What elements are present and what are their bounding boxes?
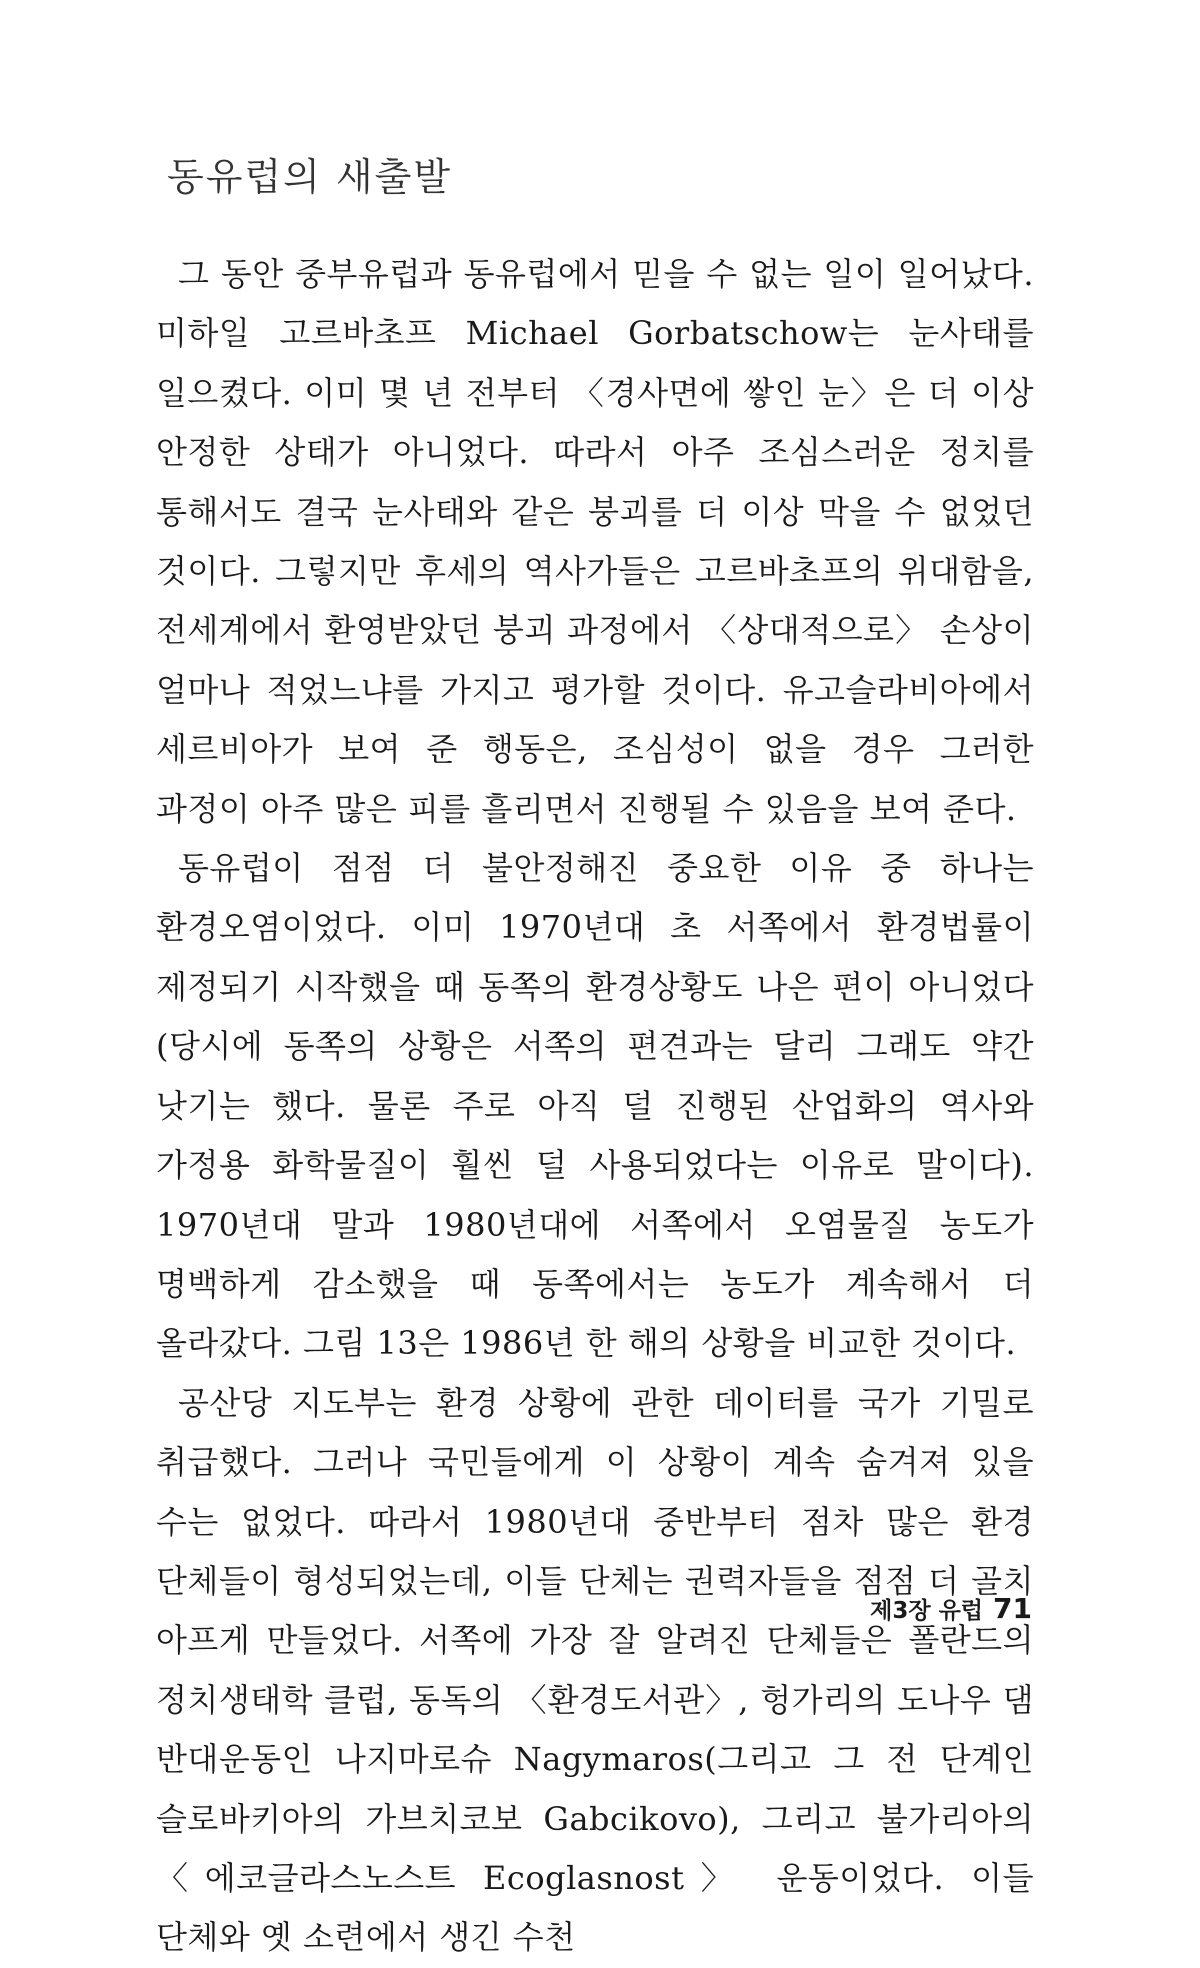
paragraph-1: 그 동안 중부유럽과 동유럽에서 믿을 수 없는 일이 일어났다. 미하일 고르바초프 Michael Gorbatschow는 눈사태를 일으켰다. 이미 몇 년 전부터 〈경사면에 쌓인 눈〉은 더 이상 안정한 상태가 아니었다. 따라서 아주 조심스러운 정치를 통해서도 결국 눈사태와 같은 붕괴를 더 이상 막을 수 없었던 것이다. 그렇지만 후세의 역사가들은 고르바초프의 위대함을, 전세계에서 환영받았던 붕괴 과정에서 〈상대적으로〉 손상이 얼마나 적었느냐를 가지고 평가할 것이다. 유고슬라비아에서 세르비아가 보여 준 행동은, 조심성이 없을 경우 그러한 과정이 아주 많은 피를 흘리면서 진행될 수 있음을 보여 준다.	[156, 255, 1034, 828]
page-footer	[870, 1592, 1032, 1625]
paragraph-3: 공산당 지도부는 환경 상황에 관한 데이터를 국가 기밀로 취급했다. 그러나 국민들에게 이 상황이 계속 숨겨져 있을 수는 없었다. 따라서 1980년대 중반부터 점차 많은 환경 단체들이 형성되었는데, 이들 단체는 권력자들을 점점 더 골치 아프게 만들었다. 서쪽에 가장 잘 알려진 단체들은 폴란드의 정치생태학 클럽, 동독의 〈환경도서관〉, 헝가리의 도나우 댐 반대운동인 나지마로슈 Nagymaros(그리고 그 전 단계인 슬로바키아의 가브치코보 Gabcikovo), 그리고 불가리아의 〈에코글라스노스트 Ecoglasnost〉 운동이었다. 이들 단체와 옛 소련에서 생긴 수천	[156, 1383, 1034, 1957]
page-number: 71	[993, 1592, 1032, 1625]
running-footer-chapter: 제3장 유럽	[870, 1598, 984, 1624]
paragraph-2: 동유럽이 점점 더 불안정해진 중요한 이유 중 하나는 환경오염이었다. 이미 1970년대 초 서쪽에서 환경법률이 제정되기 시작했을 때 동쪽의 환경상황도 나은 편이 아니었다(당시에 동쪽의 상황은 서쪽의 편견과는 달리 그래도 약간 낫기는 했다. 물론 주로 아직 덜 진행된 산업화의 역사와 가정용 화학물질이 훨씬 덜 사용되었다는 이유로 말이다). 1970년대 말과 1980년대에 서쪽에서 오염물질 농도가 명백하게 감소했을 때 동쪽에서는 농도가 계속해서 더 올라갔다. 그림 13은 1986년 한 해의 상황을 비교한 것이다.	[156, 849, 1034, 1363]
section-title: 동유럽의 새출발	[167, 155, 453, 199]
body-text	[156, 245, 1034, 1968]
